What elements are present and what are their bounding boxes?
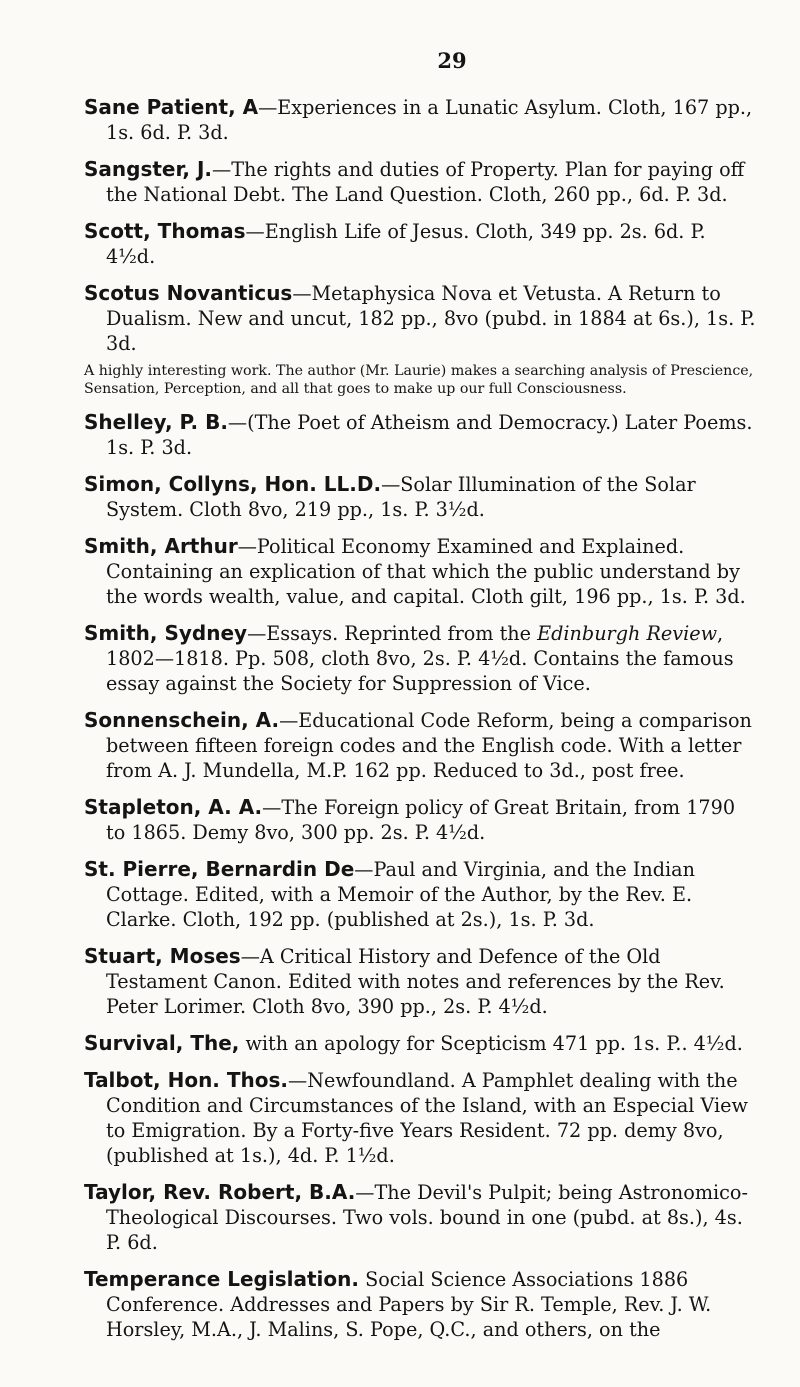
entry-heading: Sonnenschein, A. xyxy=(84,708,280,732)
entry-text: —Paul and Virginia, and the Indian Cottage. Edited, with a Memoir of the Author, by the Rev. E. Clarke. Cloth, 192 pp. (published at 2s.), 1s. P. 3d. xyxy=(106,858,695,931)
entry-text: —Essays. Reprinted from the xyxy=(247,622,538,645)
entry-text: —The Foreign policy of Great Britain, from 1790 to 1865. Demy 8vo, 300 pp. 2s. P. 4½d. xyxy=(106,796,736,844)
entry-heading: Stuart, Moses xyxy=(84,944,241,968)
entry-text: —Political Economy Examined and Explained. Containing an explication of that which the public understand by the words wealth, value, and capital. Cloth gilt, 196 pp., 1s. P. 3d. xyxy=(106,535,746,608)
entry-heading: Shelley, P. B. xyxy=(84,410,228,434)
catalogue-entry xyxy=(84,157,760,207)
entry-text: —Experiences in a Lunatic Asylum. Cloth, 167 pp., 1s. 6d. P. 3d. xyxy=(106,96,753,144)
entry-italic-title: Edinburgh Review xyxy=(537,622,718,645)
page-number: 29 xyxy=(437,48,467,73)
catalogue-entry xyxy=(84,534,760,609)
catalogue-entry xyxy=(84,621,760,696)
entry-text: Social Science Associations 1886 Conference. Addresses and Papers by Sir R. Temple, Rev. J. W. Horsley, M.A., J. Malins, S. Pope, Q.C., and others, on the xyxy=(106,1268,712,1341)
entry-note: A highly interesting work. The author (Mr. Laurie) makes a searching analysis of Prescience, Sensation, Perception, and all that goes to make up our full Consciousness. xyxy=(84,363,754,397)
entry-text: —(The Poet of Atheism and Democracy.) Later Poems. 1s. P. 3d. xyxy=(106,411,753,459)
entry-text: —The Devil's Pulpit; being Astronomico-Theological Discourses. Two vols. bound in one (pubd. at 8s.), 4s. P. 6d. xyxy=(106,1181,748,1254)
entry-text: —Newfoundland. A Pamphlet dealing with the Condition and Circumstances of the Island, with an Especial View to Emigration. By a Forty-five Years Resident. 72 pp. demy 8vo, (published at 1s.), 4d. P. 1½d. xyxy=(106,1069,748,1167)
catalogue-entry xyxy=(84,944,760,1019)
entry-text: —Solar Illumination of the Solar System. Cloth 8vo, 219 pp., 1s. P. 3½d. xyxy=(106,473,696,521)
entry-heading: Scotus Novanticus xyxy=(84,281,293,305)
catalogue-entry xyxy=(84,795,760,845)
catalogue-entry xyxy=(84,857,760,932)
entry-heading: Scott, Thomas xyxy=(84,219,246,243)
entry-text: —A Critical History and Defence of the Old Testament Canon. Edited with notes and references by the Rev. Peter Lorimer. Cloth 8vo, 390 pp., 2s. P. 4½d. xyxy=(106,945,725,1018)
entry-heading: Temperance Legislation. xyxy=(84,1267,359,1291)
catalogue-entry xyxy=(84,281,760,356)
entry-text: , 1802—1818. Pp. 508, cloth 8vo, 2s. P. 4½d. Contains the famous essay against the Society for Suppression of Vice. xyxy=(106,622,734,695)
catalogue-entry xyxy=(84,219,760,269)
entry-text: —Educational Code Reform, being a comparison between fifteen foreign codes and the English code. With a letter from A. J. Mundella, M.P. 162 pp. Reduced to 3d., post free. xyxy=(106,709,752,782)
entry-text: with an apology for Scepticism 471 pp. 1s. P.. 4½d. xyxy=(239,1032,743,1055)
entry-heading: Smith, Arthur xyxy=(84,534,238,558)
entry-heading: Stapleton, A. A. xyxy=(84,795,263,819)
entry-heading: Taylor, Rev. Robert, B.A. xyxy=(84,1180,356,1204)
catalogue-entry xyxy=(84,1031,760,1056)
catalogue-entries xyxy=(84,95,760,1342)
entry-heading: Simon, Collyns, Hon. LL.D. xyxy=(84,472,382,496)
entry-heading: Survival, The, xyxy=(84,1031,240,1055)
catalogue-entry xyxy=(84,1180,760,1255)
catalogue-entry xyxy=(84,95,760,145)
catalogue-entry xyxy=(84,1267,760,1342)
entry-text: —Metaphysica Nova et Vetusta. A Return to Dualism. New and uncut, 182 pp., 8vo (pubd. in 1884 at 6s.), 1s. P. 3d. xyxy=(106,282,756,355)
entry-heading: Sane Patient, A xyxy=(84,95,259,119)
entry-heading: Smith, Sydney xyxy=(84,621,248,645)
catalogue-entry xyxy=(84,708,760,783)
catalogue-entry xyxy=(84,1068,760,1168)
entry-heading: St. Pierre, Bernardin De xyxy=(84,857,355,881)
entry-heading: Sangster, J. xyxy=(84,157,213,181)
catalogue-entry xyxy=(84,410,760,460)
entry-heading: Talbot, Hon. Thos. xyxy=(84,1068,288,1092)
entry-text: —English Life of Jesus. Cloth, 349 pp. 2s. 6d. P. 4½d. xyxy=(106,220,706,268)
catalogue-entry xyxy=(84,472,760,522)
entry-text: —The rights and duties of Property. Plan for paying off the National Debt. The Land Question. Cloth, 260 pp., 6d. P. 3d. xyxy=(106,158,745,206)
